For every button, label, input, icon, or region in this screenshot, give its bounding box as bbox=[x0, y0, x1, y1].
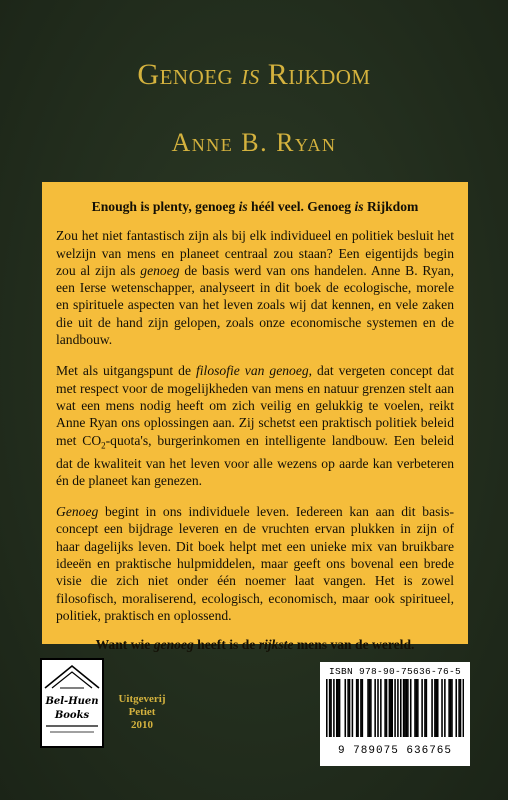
barcode-bar bbox=[451, 679, 453, 737]
paragraph-text: de basis werd van ons handelen. Anne B. Ryan, een Ierse wetenschapper, analyseert in dit boek de ecologische, morele en spirituele aspecten van het leven zoals wij dat kennen, en vele zaken die uit de hand zijn gelopen, zoals onze economische systemen en de landbouw. bbox=[56, 262, 454, 348]
barcode-bar bbox=[386, 679, 388, 737]
paragraph-italic: Genoeg bbox=[56, 504, 99, 520]
barcode-bar bbox=[390, 679, 392, 737]
paragraph-italic: filosofie van genoeg bbox=[196, 363, 309, 379]
barcode-bar bbox=[352, 679, 354, 737]
closing-italic: genoeg bbox=[153, 637, 194, 653]
barcode-box bbox=[320, 662, 470, 766]
barcode-bar bbox=[424, 679, 426, 737]
barcode-bar bbox=[458, 679, 460, 737]
publication-year: 2010 bbox=[131, 719, 153, 731]
barcode-bar bbox=[329, 679, 331, 737]
logo-line-2: Books bbox=[54, 710, 90, 721]
barcode-bar bbox=[426, 679, 428, 737]
barcode-bar bbox=[394, 679, 396, 737]
barcode-icon bbox=[326, 677, 464, 739]
lead-italic: is bbox=[238, 199, 248, 214]
isbn-text: ISBN 978-90-75636-76-5 bbox=[328, 666, 462, 677]
lead-text: héél veel. Genoeg bbox=[247, 199, 355, 214]
barcode-bar bbox=[326, 679, 328, 737]
closing-text: Want wie bbox=[95, 637, 154, 653]
barcode-bar bbox=[362, 679, 364, 737]
barcode-bar bbox=[339, 679, 341, 737]
publisher-info bbox=[112, 693, 172, 732]
closing-italic: rijkste bbox=[258, 637, 294, 653]
barcode-bar bbox=[347, 679, 349, 737]
co2-subscript: 2 bbox=[101, 440, 106, 451]
paragraph-text: begint in ons individuele leven. Iedereen kan aan dit basis-concept een bijdrage leveren en de vruchten ervan plukken in zijn of haar dagelijks leven. Dit boek helpt met een unieke mix van bruikbare ideeën en praktische hulpmiddelen, maar geeft ons bovenal een brede visie die zich niet onder één noemer laat vangen. Het is zowel filosofisch, moraliserend, ecologisch, economisch, maar ook spiritueel, politiek, praktisch en oplossend. bbox=[56, 504, 454, 623]
barcode-bar bbox=[344, 679, 346, 737]
barcode-bar bbox=[455, 679, 457, 737]
barcode-bar bbox=[337, 679, 339, 737]
barcode-bar bbox=[434, 679, 436, 737]
barcode-bar bbox=[360, 679, 362, 737]
barcode-bar bbox=[391, 679, 393, 737]
bel-huen-logo-icon bbox=[42, 660, 102, 746]
barcode-bar bbox=[367, 679, 369, 737]
barcode-bar bbox=[400, 679, 402, 737]
barcode-bar bbox=[421, 679, 423, 737]
barcode-bar bbox=[441, 679, 443, 737]
barcode-bar bbox=[406, 679, 408, 737]
barcode-bar bbox=[349, 679, 351, 737]
barcode-bar bbox=[410, 679, 412, 737]
title-text: Genoeg bbox=[137, 58, 242, 91]
barcode-bar bbox=[369, 679, 371, 737]
lead-text: Rijkdom bbox=[363, 199, 419, 214]
barcode-bar bbox=[460, 679, 462, 737]
closing-text: mens van de wereld. bbox=[293, 637, 415, 653]
barcode-bar bbox=[416, 679, 418, 737]
barcode-bar bbox=[403, 679, 405, 737]
barcode-digits: 9 789075 636765 bbox=[337, 745, 453, 757]
title-text-end: Rijkdom bbox=[259, 58, 371, 91]
barcode-bar bbox=[431, 679, 433, 737]
barcode-bar bbox=[437, 679, 439, 737]
author-name: Anne B. Ryan bbox=[171, 128, 337, 157]
barcode-bar bbox=[448, 679, 450, 737]
logo-line-1: Bel-Huen bbox=[45, 696, 99, 707]
blurb-closing bbox=[56, 636, 454, 653]
paragraph-text: Met als uitgangspunt de bbox=[56, 363, 196, 379]
barcode-bar bbox=[436, 679, 438, 737]
barcode-bar bbox=[417, 679, 419, 737]
closing-text: heeft is de bbox=[193, 637, 259, 653]
barcode-bar bbox=[389, 679, 391, 737]
barcode-bar bbox=[450, 679, 452, 737]
paragraph-text: -quota's, burgerinkomen en intelligente landbouw. Een beleid dat de kwaliteit van het leven voor alle wezens op aarde kan verbeteren én de planeet kan genezen. bbox=[56, 432, 454, 488]
publisher-name-line-2: Petiet bbox=[128, 706, 156, 718]
lead-text: Enough is plenty, genoeg bbox=[91, 199, 239, 214]
barcode-bar bbox=[380, 679, 382, 737]
blurb-lead bbox=[56, 198, 454, 215]
publisher-name-line-1: Uitgeverij bbox=[118, 693, 166, 705]
barcode-bar bbox=[370, 679, 372, 737]
barcode-bar bbox=[333, 679, 335, 737]
blurb-panel bbox=[42, 182, 468, 653]
lead-italic: is bbox=[354, 199, 364, 214]
barcode-bar bbox=[384, 679, 386, 737]
barcode-bar bbox=[444, 679, 446, 737]
barcode-bar bbox=[397, 679, 399, 737]
barcode-bar bbox=[414, 679, 416, 737]
barcode-bar bbox=[330, 679, 332, 737]
barcode-bar bbox=[374, 679, 376, 737]
blurb-paragraph-3 bbox=[56, 503, 454, 624]
blurb-paragraph-2 bbox=[56, 362, 454, 489]
paragraph-italic: genoeg bbox=[140, 262, 180, 278]
barcode-bar bbox=[336, 679, 338, 737]
book-title bbox=[0, 58, 508, 92]
barcode-bar bbox=[404, 679, 406, 737]
title-italic-text: is bbox=[241, 58, 260, 91]
barcode-bar bbox=[407, 679, 409, 737]
barcode-bar bbox=[357, 679, 359, 737]
barcode-bar bbox=[377, 679, 379, 737]
publisher-logo bbox=[40, 658, 104, 748]
barcode-bar bbox=[356, 679, 358, 737]
barcode-bar bbox=[463, 679, 464, 737]
blurb-paragraph-1 bbox=[56, 227, 454, 348]
paragraph-text: , dat vergeten concept dat met respect voor de mogelijkheden van mens en natuur grenzen stelt aan wat een mens nodig heeft om zich veilig en gelukkig te voelen, reikt Anne Ryan ons oplossingen aan. Zij schetst een praktisch politiek beleid met CO bbox=[56, 363, 455, 448]
paragraph-text: Zou het niet fantastisch zijn als bij elk individueel en politiek besluit het welzijn van mens en planeet centraal zou staan? Een eigentijds begin zou al zijn als bbox=[56, 228, 454, 278]
